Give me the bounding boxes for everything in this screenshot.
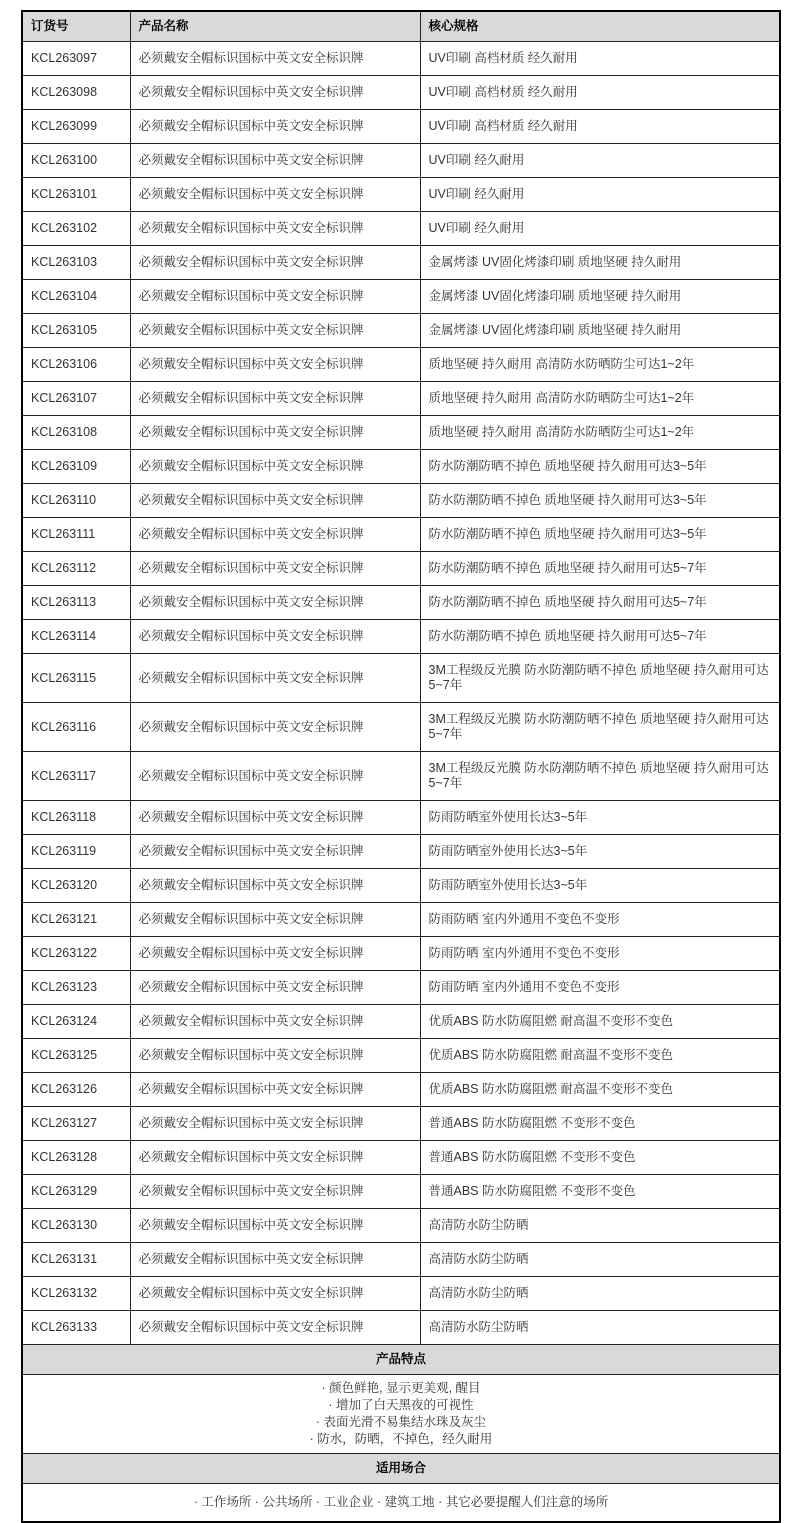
cell-product-name: 必须戴安全帽标识国标中英文安全标识牌: [130, 42, 420, 76]
table-row: [22, 382, 780, 416]
cell-product-name: 必须戴安全帽标识国标中英文安全标识牌: [130, 1175, 420, 1209]
header-core-spec: 核心规格: [420, 11, 780, 42]
cell-product-name: 必须戴安全帽标识国标中英文安全标识牌: [130, 703, 420, 752]
cell-core-spec: 3M工程级反光膜 防水防潮防晒不掉色 质地坚硬 持久耐用可达5~7年: [420, 654, 780, 703]
cell-order-code: KCL263097: [22, 42, 130, 76]
table-row: [22, 869, 780, 903]
table-row: [22, 280, 780, 314]
cell-product-name: 必须戴安全帽标识国标中英文安全标识牌: [130, 212, 420, 246]
cell-core-spec: 防雨防晒 室内外通用不变色不变形: [420, 971, 780, 1005]
cell-product-name: 必须戴安全帽标识国标中英文安全标识牌: [130, 1073, 420, 1107]
table-row: [22, 42, 780, 76]
cell-core-spec: 防水防潮防晒不掉色 质地坚硬 持久耐用可达5~7年: [420, 552, 780, 586]
cell-order-code: KCL263109: [22, 450, 130, 484]
cell-product-name: 必须戴安全帽标识国标中英文安全标识牌: [130, 552, 420, 586]
cell-product-name: 必须戴安全帽标识国标中英文安全标识牌: [130, 246, 420, 280]
feature-item: · 增加了白天黑夜的可视性: [328, 1398, 474, 1412]
table-row: [22, 484, 780, 518]
table-row: [22, 416, 780, 450]
cell-order-code: KCL263101: [22, 178, 130, 212]
cell-product-name: 必须戴安全帽标识国标中英文安全标识牌: [130, 382, 420, 416]
cell-core-spec: UV印刷 高档材质 经久耐用: [420, 76, 780, 110]
cell-order-code: KCL263115: [22, 654, 130, 703]
cell-core-spec: 防水防潮防晒不掉色 质地坚硬 持久耐用可达5~7年: [420, 620, 780, 654]
cell-order-code: KCL263105: [22, 314, 130, 348]
feature-item: · 表面光滑不易集结水珠及灰尘: [315, 1415, 487, 1429]
feature-item: · 防水，防晒，不掉色，经久耐用: [309, 1432, 493, 1446]
table-row: [22, 450, 780, 484]
cell-order-code: KCL263117: [22, 752, 130, 801]
table-row: [22, 76, 780, 110]
features-section-body: [22, 1375, 780, 1454]
cell-product-name: 必须戴安全帽标识国标中英文安全标识牌: [130, 416, 420, 450]
table-row: [22, 654, 780, 703]
cell-product-name: 必须戴安全帽标识国标中英文安全标识牌: [130, 1243, 420, 1277]
cell-core-spec: UV印刷 高档材质 经久耐用: [420, 110, 780, 144]
cell-product-name: 必须戴安全帽标识国标中英文安全标识牌: [130, 144, 420, 178]
cell-order-code: KCL263125: [22, 1039, 130, 1073]
cell-order-code: KCL263128: [22, 1141, 130, 1175]
table-row: [22, 314, 780, 348]
cell-product-name: 必须戴安全帽标识国标中英文安全标识牌: [130, 450, 420, 484]
cell-order-code: KCL263124: [22, 1005, 130, 1039]
cell-core-spec: 3M工程级反光膜 防水防潮防晒不掉色 质地坚硬 持久耐用可达5~7年: [420, 752, 780, 801]
cell-order-code: KCL263098: [22, 76, 130, 110]
cell-core-spec: 优质ABS 防水防腐阻燃 耐高温不变形不变色: [420, 1039, 780, 1073]
cell-core-spec: 3M工程级反光膜 防水防潮防晒不掉色 质地坚硬 持久耐用可达5~7年: [420, 703, 780, 752]
cell-product-name: 必须戴安全帽标识国标中英文安全标识牌: [130, 1141, 420, 1175]
cell-product-name: 必须戴安全帽标识国标中英文安全标识牌: [130, 76, 420, 110]
cell-core-spec: 普通ABS 防水防腐阻燃 不变形不变色: [420, 1107, 780, 1141]
cell-order-code: KCL263129: [22, 1175, 130, 1209]
table-row: [22, 1243, 780, 1277]
features-section-title: 产品特点: [22, 1345, 780, 1375]
cell-core-spec: 高清防水防尘防晒: [420, 1311, 780, 1345]
cell-product-name: 必须戴安全帽标识国标中英文安全标识牌: [130, 314, 420, 348]
cell-core-spec: 防水防潮防晒不掉色 质地坚硬 持久耐用可达3~5年: [420, 450, 780, 484]
cell-order-code: KCL263122: [22, 937, 130, 971]
cell-product-name: 必须戴安全帽标识国标中英文安全标识牌: [130, 801, 420, 835]
cell-order-code: KCL263131: [22, 1243, 130, 1277]
cell-order-code: KCL263111: [22, 518, 130, 552]
features-list: [31, 1380, 771, 1448]
usage-text: · 工作场所 · 公共场所 · 工业企业 · 建筑工地 · 其它必要提醒人们注意的场所: [22, 1484, 780, 1523]
cell-core-spec: 优质ABS 防水防腐阻燃 耐高温不变形不变色: [420, 1005, 780, 1039]
cell-order-code: KCL263120: [22, 869, 130, 903]
cell-order-code: KCL263112: [22, 552, 130, 586]
cell-product-name: 必须戴安全帽标识国标中英文安全标识牌: [130, 1311, 420, 1345]
cell-core-spec: 金属烤漆 UV固化烤漆印刷 质地坚硬 持久耐用: [420, 246, 780, 280]
table-row: [22, 144, 780, 178]
table-row: [22, 1141, 780, 1175]
cell-core-spec: 优质ABS 防水防腐阻燃 耐高温不变形不变色: [420, 1073, 780, 1107]
cell-product-name: 必须戴安全帽标识国标中英文安全标识牌: [130, 1277, 420, 1311]
table-row: [22, 703, 780, 752]
table-row: [22, 835, 780, 869]
table-row: [22, 1175, 780, 1209]
cell-order-code: KCL263119: [22, 835, 130, 869]
cell-core-spec: 防雨防晒 室内外通用不变色不变形: [420, 937, 780, 971]
cell-product-name: 必须戴安全帽标识国标中英文安全标识牌: [130, 178, 420, 212]
cell-core-spec: 高清防水防尘防晒: [420, 1209, 780, 1243]
cell-core-spec: 普通ABS 防水防腐阻燃 不变形不变色: [420, 1175, 780, 1209]
cell-order-code: KCL263116: [22, 703, 130, 752]
cell-product-name: 必须戴安全帽标识国标中英文安全标识牌: [130, 971, 420, 1005]
table-body: [22, 42, 780, 1345]
cell-product-name: 必须戴安全帽标识国标中英文安全标识牌: [130, 869, 420, 903]
table-row: [22, 552, 780, 586]
cell-order-code: KCL263114: [22, 620, 130, 654]
cell-order-code: KCL263110: [22, 484, 130, 518]
cell-core-spec: 防水防潮防晒不掉色 质地坚硬 持久耐用可达3~5年: [420, 484, 780, 518]
feature-item: · 颜色鲜艳, 显示更美观, 醒目: [321, 1381, 481, 1395]
cell-core-spec: 防水防潮防晒不掉色 质地坚硬 持久耐用可达5~7年: [420, 586, 780, 620]
cell-order-code: KCL263100: [22, 144, 130, 178]
cell-order-code: KCL263118: [22, 801, 130, 835]
cell-order-code: KCL263133: [22, 1311, 130, 1345]
table-row: [22, 110, 780, 144]
cell-order-code: KCL263107: [22, 382, 130, 416]
table-row: [22, 586, 780, 620]
cell-product-name: 必须戴安全帽标识国标中英文安全标识牌: [130, 110, 420, 144]
cell-core-spec: 防水防潮防晒不掉色 质地坚硬 持久耐用可达3~5年: [420, 518, 780, 552]
cell-product-name: 必须戴安全帽标识国标中英文安全标识牌: [130, 903, 420, 937]
table-row: [22, 1005, 780, 1039]
cell-product-name: 必须戴安全帽标识国标中英文安全标识牌: [130, 654, 420, 703]
table-row: [22, 752, 780, 801]
cell-product-name: 必须戴安全帽标识国标中英文安全标识牌: [130, 586, 420, 620]
cell-product-name: 必须戴安全帽标识国标中英文安全标识牌: [130, 518, 420, 552]
cell-core-spec: UV印刷 高档材质 经久耐用: [420, 42, 780, 76]
product-table: [21, 10, 781, 1523]
cell-order-code: KCL263113: [22, 586, 130, 620]
table-row: [22, 937, 780, 971]
table-row: [22, 1277, 780, 1311]
cell-core-spec: UV印刷 经久耐用: [420, 144, 780, 178]
cell-core-spec: 防雨防晒室外使用长达3~5年: [420, 835, 780, 869]
table-row: [22, 1311, 780, 1345]
cell-core-spec: 防雨防晒室外使用长达3~5年: [420, 801, 780, 835]
cell-order-code: KCL263127: [22, 1107, 130, 1141]
cell-product-name: 必须戴安全帽标识国标中英文安全标识牌: [130, 1039, 420, 1073]
cell-order-code: KCL263126: [22, 1073, 130, 1107]
cell-order-code: KCL263123: [22, 971, 130, 1005]
table-row: [22, 971, 780, 1005]
cell-order-code: KCL263102: [22, 212, 130, 246]
cell-core-spec: 质地坚硬 持久耐用 高清防水防晒防尘可达1~2年: [420, 382, 780, 416]
cell-core-spec: 质地坚硬 持久耐用 高清防水防晒防尘可达1~2年: [420, 348, 780, 382]
cell-order-code: KCL263099: [22, 110, 130, 144]
table-row: [22, 212, 780, 246]
cell-product-name: 必须戴安全帽标识国标中英文安全标识牌: [130, 1107, 420, 1141]
usage-section-title: 适用场合: [22, 1454, 780, 1484]
cell-order-code: KCL263121: [22, 903, 130, 937]
table-row: [22, 903, 780, 937]
table-row: [22, 1107, 780, 1141]
cell-core-spec: 普通ABS 防水防腐阻燃 不变形不变色: [420, 1141, 780, 1175]
cell-core-spec: 金属烤漆 UV固化烤漆印刷 质地坚硬 持久耐用: [420, 314, 780, 348]
cell-order-code: KCL263108: [22, 416, 130, 450]
table-row: [22, 178, 780, 212]
table-row: [22, 348, 780, 382]
cell-order-code: KCL263103: [22, 246, 130, 280]
cell-core-spec: 金属烤漆 UV固化烤漆印刷 质地坚硬 持久耐用: [420, 280, 780, 314]
cell-core-spec: 高清防水防尘防晒: [420, 1277, 780, 1311]
usage-section-bar: [22, 1454, 780, 1484]
cell-order-code: KCL263130: [22, 1209, 130, 1243]
table-row: [22, 246, 780, 280]
cell-product-name: 必须戴安全帽标识国标中英文安全标识牌: [130, 348, 420, 382]
table-row: [22, 518, 780, 552]
header-product-name: 产品名称: [130, 11, 420, 42]
cell-order-code: KCL263132: [22, 1277, 130, 1311]
table-header-row: [22, 11, 780, 42]
cell-product-name: 必须戴安全帽标识国标中英文安全标识牌: [130, 752, 420, 801]
table-row: [22, 1039, 780, 1073]
table-row: [22, 801, 780, 835]
cell-core-spec: 防雨防晒 室内外通用不变色不变形: [420, 903, 780, 937]
header-order-code: 订货号: [22, 11, 130, 42]
table-row: [22, 620, 780, 654]
cell-core-spec: 防雨防晒室外使用长达3~5年: [420, 869, 780, 903]
cell-core-spec: 质地坚硬 持久耐用 高清防水防晒防尘可达1~2年: [420, 416, 780, 450]
cell-product-name: 必须戴安全帽标识国标中英文安全标识牌: [130, 937, 420, 971]
cell-product-name: 必须戴安全帽标识国标中英文安全标识牌: [130, 1005, 420, 1039]
usage-section-body: [22, 1484, 780, 1523]
cell-product-name: 必须戴安全帽标识国标中英文安全标识牌: [130, 835, 420, 869]
cell-product-name: 必须戴安全帽标识国标中英文安全标识牌: [130, 484, 420, 518]
table-row: [22, 1073, 780, 1107]
cell-order-code: KCL263104: [22, 280, 130, 314]
features-section-bar: [22, 1345, 780, 1375]
cell-product-name: 必须戴安全帽标识国标中英文安全标识牌: [130, 280, 420, 314]
cell-core-spec: 高清防水防尘防晒: [420, 1243, 780, 1277]
cell-product-name: 必须戴安全帽标识国标中英文安全标识牌: [130, 620, 420, 654]
table-row: [22, 1209, 780, 1243]
cell-core-spec: UV印刷 经久耐用: [420, 178, 780, 212]
cell-product-name: 必须戴安全帽标识国标中英文安全标识牌: [130, 1209, 420, 1243]
cell-order-code: KCL263106: [22, 348, 130, 382]
cell-core-spec: UV印刷 经久耐用: [420, 212, 780, 246]
